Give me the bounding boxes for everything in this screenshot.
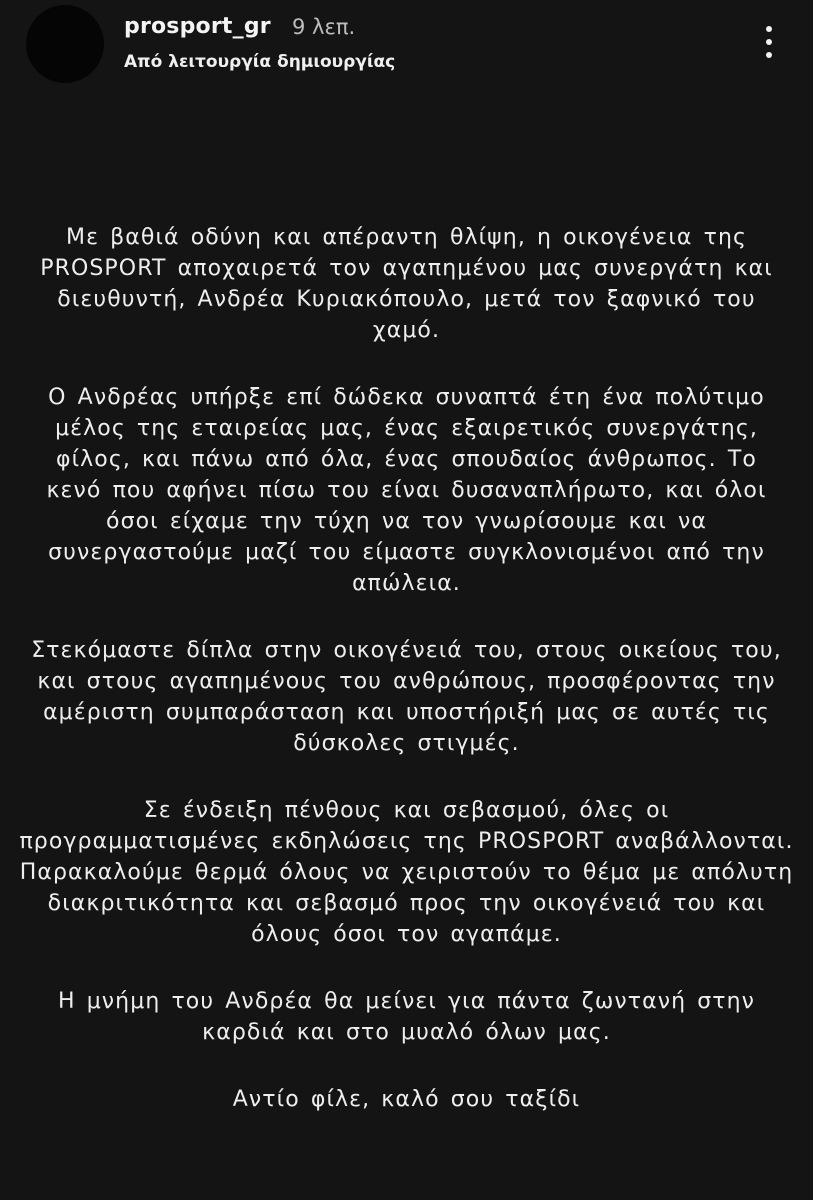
message-line: κενό που αφήνει πίσω του είναι δυσαναπλήρωτο, και όλοι: [46, 478, 767, 503]
message-line: αμέριστη συμπαράσταση και υποστήριξή μας σε αυτές τις: [43, 700, 770, 725]
message-line: Ο Ανδρέας υπήρξε επί δώδεκα συναπτά έτη ένα πολύτιμο: [48, 385, 765, 410]
message-line: διακριτικότητα και σεβασμό προς την οικογένειά του και: [47, 891, 766, 916]
message-paragraph: [0, 382, 813, 599]
post-time: 9 λεπ.: [292, 15, 356, 39]
message-line: μέλος της εταιρείας μας, ένας εξαιρετικός συνεργάτης,: [55, 416, 758, 441]
message-paragraph: [0, 795, 813, 950]
message-line: συνεργαστούμε μαζί του είμαστε συγκλονισμένοι από την: [48, 540, 765, 565]
message-line: Με βαθιά οδύνη και απέραντη θλίψη, η οικογένεια της: [65, 225, 748, 250]
message-line: δύσκολες στιγμές.: [293, 731, 520, 756]
message-line: απώλεια.: [352, 571, 461, 596]
message-paragraph: [0, 986, 813, 1048]
message-paragraph: [0, 1084, 813, 1115]
message-line: Αντίο φίλε, καλό σου ταξίδι: [232, 1087, 581, 1112]
message-line: καρδιά και στο μυαλό όλων μας.: [202, 1020, 611, 1045]
username[interactable]: prosport_gr: [124, 14, 271, 39]
message-line: όλους όσοι τον αγαπάμε.: [251, 922, 562, 947]
message-line: προγραμματισμένες εκδηλώσεις της PROSPORT αναβάλλονται.: [19, 829, 794, 854]
message-line: Η μνήμη του Ανδρέα θα μείνει για πάντα ζωντανή στην: [57, 989, 756, 1014]
message-line: χαμό.: [372, 318, 441, 343]
message-paragraph: [0, 635, 813, 759]
message-line: διευθυντή, Ανδρέα Κυριακόπουλο, μετά τον ξαφνικό του: [57, 287, 756, 312]
story-header: [0, 0, 813, 90]
message-line: PROSPORT αποχαιρετά τον αγαπημένου μας συνεργάτη και: [40, 256, 773, 281]
message-paragraph: [0, 222, 813, 346]
story-message: [0, 222, 813, 1151]
message-line: Σε ένδειξη πένθους και σεβασμού, όλες οι: [143, 798, 670, 823]
message-line: φίλος, και πάνω από όλα, ένας σπουδαίος άνθρωπος. Το: [56, 447, 757, 472]
message-line: και στους αγαπημένους του ανθρώπους, προσφέροντας την: [37, 669, 776, 694]
more-vertical-icon[interactable]: [756, 22, 784, 62]
message-line: όσοι είχαμε την τύχη να τον γνωρίσουμε και να: [106, 509, 707, 534]
avatar[interactable]: [26, 5, 104, 83]
message-line: Στεκόμαστε δίπλα στην οικογένειά του, στους οικείους του,: [31, 638, 782, 663]
message-line: Παρακαλούμε θερμά όλους να χειριστούν το θέμα με απόλυτη: [19, 860, 794, 885]
created-with-subtitle[interactable]: Από λειτουργία δημιουργίας: [124, 52, 396, 72]
